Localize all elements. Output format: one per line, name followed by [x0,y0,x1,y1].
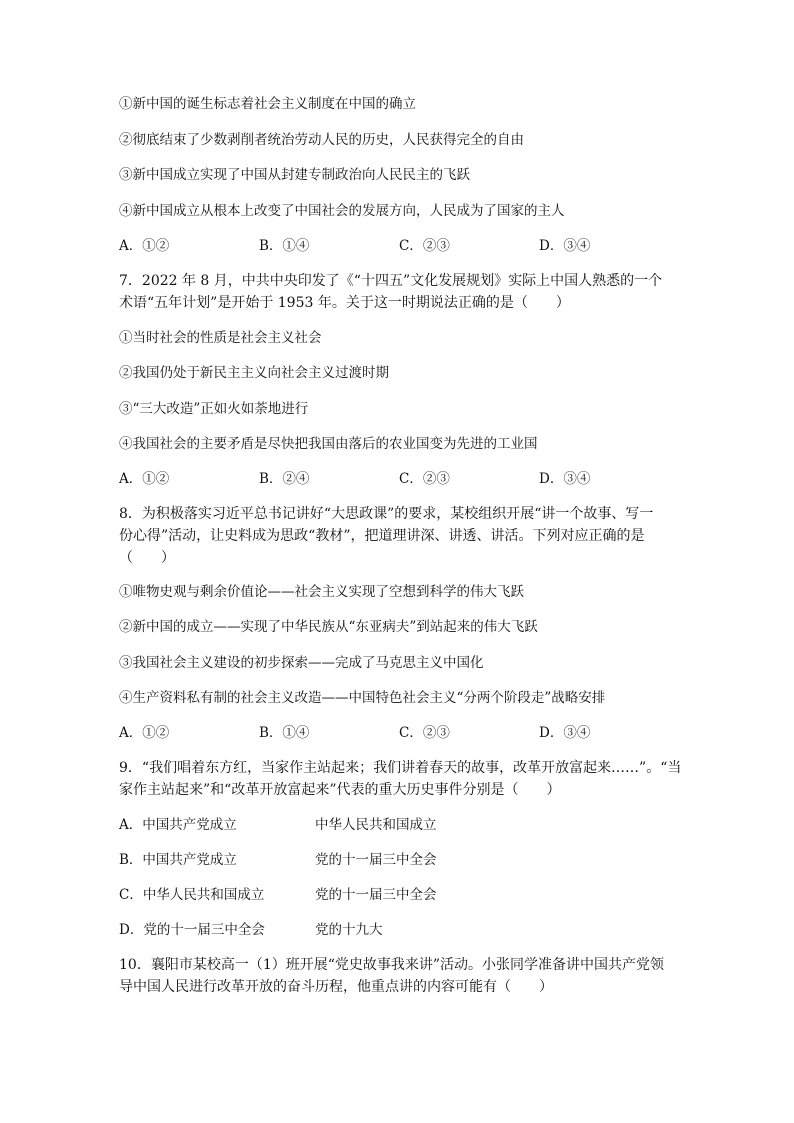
q9-option-d [119,921,519,939]
q6-item-1: ①新中国的诞生标志着社会主义制度在中国的确立 [119,96,416,112]
q9-option-a-left: A．中国共产党成立 [119,817,237,833]
q8-stem-line-2: 份心得”活动，让史料成为思政“教材”，把道理讲深、讲透、讲活。下列对应正确的是 [119,528,645,544]
q8-options [119,724,679,742]
q10-stem-line-1: 10．襄阳市某校高一（1）班开展“党史故事我来讲”活动。小张同学准备讲中国共产党领 [119,957,665,973]
q8-item-1: ①唯物史观与剩余价值论——社会主义实现了空想到科学的伟大飞跃 [119,584,524,600]
q9-option-c [119,886,519,904]
q9-option-a-right: 中华人民共和国成立 [315,817,437,833]
q7-option-c: C．②③ [399,471,450,487]
q9-option-d-right: 党的十九大 [315,922,383,938]
q6-options [119,237,679,255]
q9-stem-line-2: 家作主站起来”和“改革开放富起来”代表的重大历史事件分别是（ ） [119,782,561,798]
q7-option-d: D．③④ [539,471,591,487]
q7-item-1: ①当时社会的性质是社会主义社会 [119,330,322,346]
q8-item-3: ③我国社会主义建设的初步探索——完成了马克思主义中国化 [119,655,484,671]
q9-option-b-left: B．中国共产党成立 [119,852,237,868]
q7-item-4: ④我国社会的主要矛盾是尽快把我国由落后的农业国变为先进的工业国 [119,436,538,452]
q8-option-d: D．③④ [539,725,591,741]
q6-item-2: ②彻底结束了少数剥削者统治劳动人民的历史，人民获得完全的自由 [119,132,524,148]
q6-option-c: C．②③ [399,238,450,254]
q7-options [119,470,679,488]
q9-option-b-right: 党的十一届三中全会 [315,852,437,868]
q8-item-4: ④生产资料私有制的社会主义改造——中国特色社会主义“分两个阶段走”战略安排 [119,690,606,706]
q6-option-a: A．①② [119,238,170,254]
q8-item-2: ②新中国的成立——实现了中华民族从“东亚病夫”到站起来的伟大飞跃 [119,619,538,635]
q6-item-4: ④新中国成立从根本上改变了中国社会的发展方向，人民成为了国家的主人 [119,203,565,219]
q8-option-b: B．①④ [259,725,310,741]
q7-item-2: ②我国仍处于新民主主义向社会主义过渡时期 [119,365,389,381]
q8-option-a: A．①② [119,725,170,741]
q9-option-d-left: D．党的十一届三中全会 [119,922,265,938]
q7-option-b: B．②④ [259,471,310,487]
q7-option-a: A．①② [119,471,170,487]
q6-option-d: D．③④ [539,238,591,254]
q6-option-b: B．①④ [259,238,310,254]
q7-stem-line-2: 术语“五年计划”是开始于 1953 年。关于这一时期说法正确的是（ ） [119,295,570,311]
q8-option-c: C．②③ [399,725,450,741]
q8-stem-line-3: （ ） [119,550,175,566]
q7-item-3: ③“三大改造”正如火如荼地进行 [119,401,309,417]
q9-option-c-right: 党的十一届三中全会 [315,887,437,903]
q7-stem-line-1: 7．2022 年 8 月，中共中央印发了《“十四五”文化发展规划》实际上中国人熟悉的一个 [119,273,663,289]
q9-option-b [119,851,519,869]
q9-option-a [119,816,519,834]
q6-item-3: ③新中国成立实现了中国从封建专制政治向人民民主的飞跃 [119,167,470,183]
q9-option-c-left: C．中华人民共和国成立 [119,887,265,903]
q8-stem-line-1: 8．为积极落实习近平总书记讲好“大思政课”的要求，某校组织开展“讲一个故事、写一 [119,506,654,522]
q10-stem-line-2: 导中国人民进行改革开放的奋斗历程，他重点讲的内容可能有（ ） [119,979,553,995]
q9-stem-line-1: 9．“我们唱着东方红，当家作主站起来；我们讲着春天的故事，改革开放富起来……”。“当 [119,760,682,776]
